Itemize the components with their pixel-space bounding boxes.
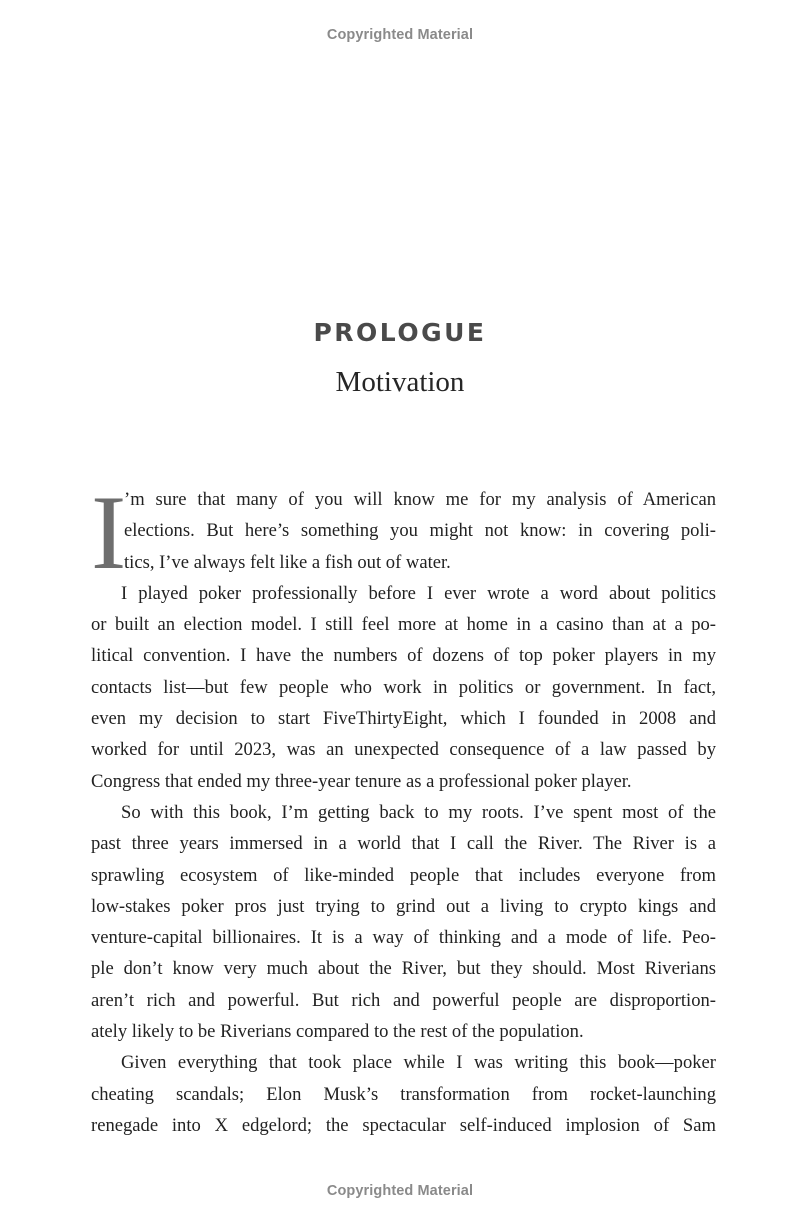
body-text <box>91 474 716 1141</box>
text-line: venture-capital billionaires. It is a way of thinking and a mode of life. Peo- <box>91 927 716 949</box>
text-line: worked for until 2023, was an unexpected consequence of a law passed by <box>91 739 716 761</box>
text-line: sprawling ecosystem of like-minded people that includes everyone from <box>91 864 716 886</box>
chapter-title: Motivation <box>335 366 465 398</box>
text-line: litical convention. I have the numbers of dozens of top poker players in my <box>91 645 716 667</box>
text-line: contacts list—but few people who work in politics or government. In fact, <box>91 676 716 698</box>
text-line: past three years immersed in a world that I call the River. The River is a <box>91 833 716 855</box>
text-line: cheating scandals; Elon Musk’s transformation from rocket-launching <box>91 1083 716 1105</box>
text-line: low-stakes poker pros just trying to grind out a living to crypto kings and <box>91 895 716 917</box>
text-line: even my decision to start FiveThirtyEight, which I founded in 2008 and <box>91 708 716 730</box>
drop-cap: I <box>91 474 127 591</box>
copyright-watermark-bottom: Copyrighted Material <box>326 1183 474 1199</box>
text-line: or built an election model. I still feel more at home in a casino than at a po- <box>91 614 716 636</box>
text-line: Given everything that took place while I was writing this book—poker <box>121 1052 716 1074</box>
text-line: renegade into X edgelord; the spectacular self-induced implosion of Sam <box>91 1114 716 1136</box>
text-line: ’m sure that many of you will know me for my analysis of American <box>124 489 716 510</box>
copyright-watermark-top: Copyrighted Material <box>326 27 474 43</box>
text-line: Congress that ended my three-year tenure as a professional poker player. <box>91 770 632 792</box>
text-line: I played poker professionally before I ever wrote a word about politics <box>121 582 716 604</box>
text-line: So with this book, I’m getting back to my roots. I’ve spent most of the <box>121 801 716 823</box>
text-line: aren’t rich and powerful. But rich and powerful people are disproportion- <box>91 989 716 1011</box>
text-line: elections. But here’s something you might not know: in covering poli- <box>124 520 716 542</box>
text-line: ple don’t know very much about the River, but they should. Most Riverians <box>91 958 716 980</box>
chapter-label: PROLOGUE <box>313 318 487 347</box>
text-line: tics, I’ve always felt like a fish out of water. <box>124 551 451 573</box>
text-line: ately likely to be Riverians compared to the rest of the population. <box>91 1021 584 1043</box>
